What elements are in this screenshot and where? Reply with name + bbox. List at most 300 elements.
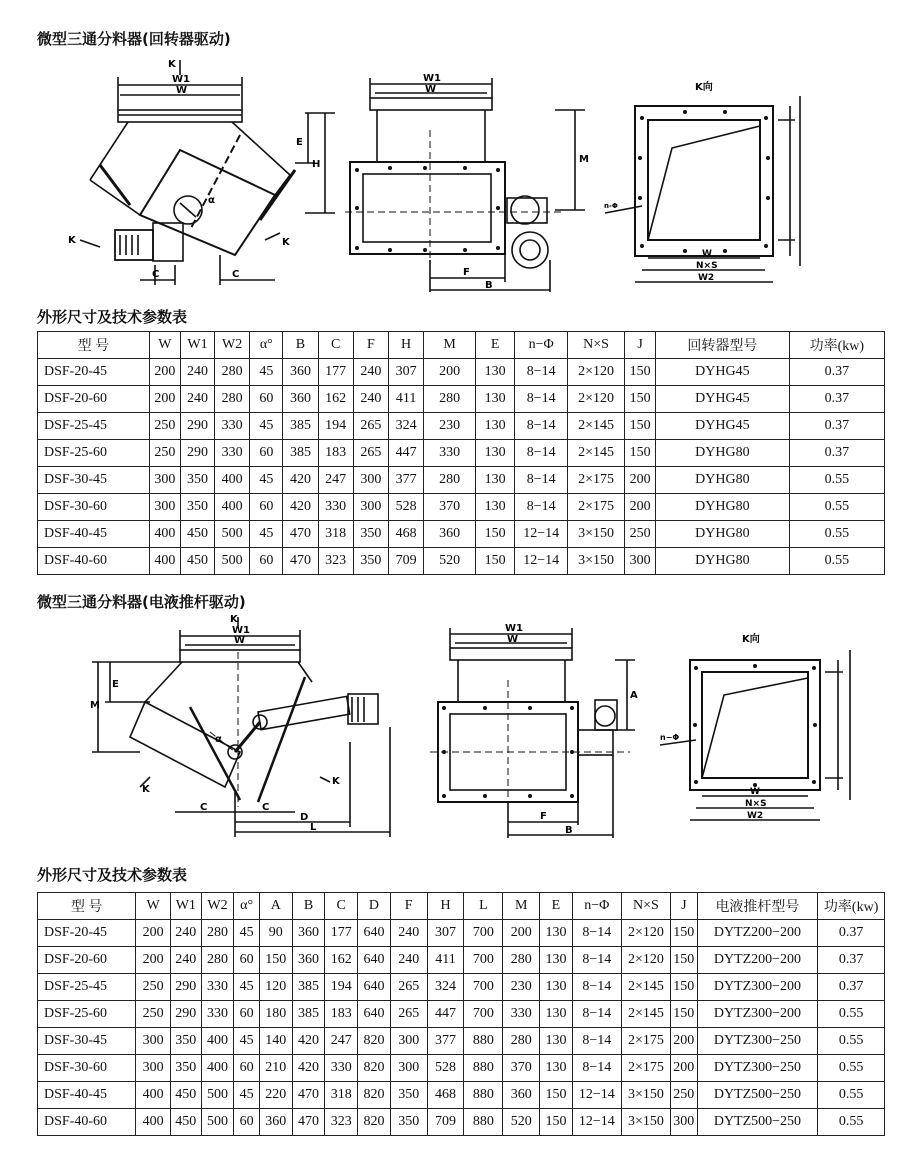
table-cell: 330 [201, 974, 234, 1001]
table-cell: 130 [540, 1055, 573, 1082]
table-cell: 350 [353, 521, 388, 548]
column-header: M [503, 893, 540, 920]
table-cell: 385 [283, 413, 318, 440]
table-cell: 709 [388, 548, 423, 575]
table-cell: 280 [215, 359, 250, 386]
f-label: F [540, 811, 547, 822]
table-cell: 280 [424, 467, 476, 494]
table-cell: 280 [424, 386, 476, 413]
table-cell: 150 [671, 974, 698, 1001]
rotary-spec-table [37, 331, 885, 575]
pushrod-front-view-drawing [430, 620, 660, 840]
table-cell: 200 [149, 359, 180, 386]
nxs-label: N×S [745, 799, 767, 809]
table-cell: 200 [424, 359, 476, 386]
rotary-front-view-drawing [345, 70, 595, 295]
table-cell: 400 [215, 467, 250, 494]
column-header: 电液推杆型号 [697, 893, 818, 920]
table-row [38, 386, 885, 413]
table-cell: 709 [427, 1109, 464, 1136]
table-cell: 330 [215, 440, 250, 467]
table-cell: 280 [201, 920, 234, 947]
table-cell: 210 [259, 1055, 292, 1082]
table-row [38, 1001, 885, 1028]
table-cell: 330 [503, 1001, 540, 1028]
table-cell: 400 [201, 1055, 234, 1082]
column-header: W [136, 893, 171, 920]
table-cell: DYTZ200−200 [697, 920, 818, 947]
alpha-label: α [208, 195, 215, 206]
table-cell: DYHG80 [656, 548, 790, 575]
table-cell: DSF-20-45 [38, 920, 136, 947]
table-cell: DSF-25-45 [38, 413, 150, 440]
table-cell: 240 [180, 359, 214, 386]
column-header: E [475, 332, 514, 359]
table-cell: 230 [503, 974, 540, 1001]
table-cell: 200 [625, 494, 656, 521]
table-cell: 2×175 [568, 467, 625, 494]
table-cell: 12−14 [515, 548, 568, 575]
table-cell: 45 [234, 1028, 260, 1055]
table-cell: 247 [318, 467, 353, 494]
table-cell: 385 [292, 974, 325, 1001]
column-header: H [427, 893, 464, 920]
b-label: B [565, 825, 573, 836]
table-cell: 528 [388, 494, 423, 521]
table-cell: 150 [475, 521, 514, 548]
table-cell: 200 [625, 467, 656, 494]
table-cell: 0.37 [818, 947, 885, 974]
column-header: C [325, 893, 358, 920]
table-cell: 0.37 [818, 920, 885, 947]
h-label: H [312, 159, 321, 170]
table-cell: 3×150 [621, 1082, 670, 1109]
w-label: W [750, 787, 760, 797]
table-cell: 45 [234, 920, 260, 947]
table-cell: 2×175 [621, 1028, 670, 1055]
table-cell: 468 [427, 1082, 464, 1109]
table-cell: 130 [475, 413, 514, 440]
table-row [38, 1109, 885, 1136]
pushrod-spec-table [37, 892, 885, 1136]
table-cell: 130 [540, 947, 573, 974]
table-cell: 150 [671, 920, 698, 947]
table-cell: DSF-30-60 [38, 1055, 136, 1082]
table-cell: 420 [292, 1028, 325, 1055]
table-cell: 400 [149, 521, 180, 548]
table-cell: 200 [136, 920, 171, 947]
table-cell: 45 [250, 413, 283, 440]
d-label: D [300, 812, 309, 823]
table-cell: DYHG80 [656, 440, 790, 467]
table-cell: 45 [250, 359, 283, 386]
table-cell: 45 [234, 974, 260, 1001]
table-cell: 250 [136, 974, 171, 1001]
table-cell: 250 [136, 1001, 171, 1028]
column-header: A [259, 893, 292, 920]
table-cell: 2×145 [568, 413, 625, 440]
table-row [38, 974, 885, 1001]
table-cell: 447 [427, 1001, 464, 1028]
table-cell: 300 [149, 467, 180, 494]
table-cell: 350 [180, 494, 214, 521]
table-cell: DYTZ300−200 [697, 1001, 818, 1028]
column-header: n−Φ [515, 332, 568, 359]
table-cell: 520 [503, 1109, 540, 1136]
table-cell: DSF-40-45 [38, 521, 150, 548]
table-cell: DYTZ300−250 [697, 1055, 818, 1082]
table-cell: 411 [427, 947, 464, 974]
table-cell: 700 [464, 974, 503, 1001]
table-cell: 0.55 [818, 1001, 885, 1028]
table-cell: 377 [388, 467, 423, 494]
table-cell: 500 [201, 1082, 234, 1109]
table-cell: DSF-25-60 [38, 440, 150, 467]
table-cell: 370 [424, 494, 476, 521]
table-cell: 400 [136, 1082, 171, 1109]
table-cell: 640 [358, 947, 391, 974]
c-label-right: C [232, 269, 240, 280]
e-label: E [112, 679, 119, 690]
table-cell: 280 [503, 947, 540, 974]
table-cell: DSF-40-60 [38, 1109, 136, 1136]
w1-label: W1 [423, 73, 441, 84]
table-cell: 300 [136, 1055, 171, 1082]
pushrod-k-view-drawing [660, 620, 875, 835]
k-label-top: K [230, 614, 238, 625]
table-cell: DYHG45 [656, 386, 790, 413]
table-cell: 0.55 [789, 494, 884, 521]
table-cell: 360 [283, 386, 318, 413]
table-cell: 60 [250, 494, 283, 521]
table-cell: 300 [390, 1028, 427, 1055]
b-label: B [485, 280, 493, 291]
table-cell: 0.37 [789, 386, 884, 413]
c-label-left: C [152, 269, 160, 280]
column-header: 型 号 [38, 332, 150, 359]
column-header: 功率(kw) [789, 332, 884, 359]
table-cell: 290 [170, 974, 201, 1001]
table-cell: 470 [292, 1109, 325, 1136]
table-cell: 8−14 [515, 359, 568, 386]
l-label: L [310, 822, 317, 833]
table-cell: DYTZ300−250 [697, 1028, 818, 1055]
table-cell: 820 [358, 1028, 391, 1055]
table-row [38, 494, 885, 521]
table-cell: 60 [234, 1001, 260, 1028]
table-cell: 468 [388, 521, 423, 548]
table-cell: DYTZ200−200 [697, 947, 818, 974]
table-cell: 240 [390, 947, 427, 974]
table-cell: 2×175 [568, 494, 625, 521]
table-cell: 2×120 [568, 359, 625, 386]
table-cell: 8−14 [572, 1055, 621, 1082]
column-header: N×S [621, 893, 670, 920]
table-cell: 700 [464, 920, 503, 947]
table-cell: 265 [390, 1001, 427, 1028]
table-cell: 700 [464, 947, 503, 974]
table-cell: 880 [464, 1028, 503, 1055]
column-header: α° [250, 332, 283, 359]
column-header: N×S [568, 332, 625, 359]
table-cell: 330 [318, 494, 353, 521]
table-cell: DSF-25-60 [38, 1001, 136, 1028]
section1-title: 微型三通分料器(回转器驱动) [37, 30, 231, 48]
table-cell: 450 [180, 521, 214, 548]
table-cell: 360 [503, 1082, 540, 1109]
table-cell: DSF-25-45 [38, 974, 136, 1001]
nphi-label: n−Φ [660, 733, 680, 742]
table-cell: 45 [250, 467, 283, 494]
rotary-k-view-drawing [600, 78, 820, 293]
table-cell: 411 [388, 386, 423, 413]
table-cell: 323 [325, 1109, 358, 1136]
table-cell: 290 [180, 440, 214, 467]
table-cell: DYHG80 [656, 494, 790, 521]
table-cell: 300 [625, 548, 656, 575]
table-cell: 183 [318, 440, 353, 467]
table-cell: DSF-40-45 [38, 1082, 136, 1109]
table-cell: DSF-30-45 [38, 467, 150, 494]
table-cell: 8−14 [515, 413, 568, 440]
column-header: F [390, 893, 427, 920]
column-header: H [388, 332, 423, 359]
table-cell: 447 [388, 440, 423, 467]
column-header: D [358, 893, 391, 920]
table-cell: 60 [234, 947, 260, 974]
table-cell: DSF-20-45 [38, 359, 150, 386]
table-cell: 250 [625, 521, 656, 548]
table-header-row [38, 332, 885, 359]
table-cell: 470 [283, 548, 318, 575]
table-row [38, 1028, 885, 1055]
table-cell: 140 [259, 1028, 292, 1055]
table-cell: 307 [388, 359, 423, 386]
nxs-label: N×S [696, 261, 718, 271]
table-cell: 150 [540, 1082, 573, 1109]
table-cell: 2×175 [621, 1055, 670, 1082]
table-cell: 220 [259, 1082, 292, 1109]
table-cell: 60 [250, 386, 283, 413]
c-label-left: C [200, 802, 208, 813]
table-cell: 240 [170, 920, 201, 947]
table-cell: DYTZ500−250 [697, 1082, 818, 1109]
m-label: M [90, 700, 100, 711]
table-cell: 307 [427, 920, 464, 947]
w-label: W [702, 249, 712, 259]
column-header: C [318, 332, 353, 359]
table-row [38, 440, 885, 467]
table-cell: 420 [292, 1055, 325, 1082]
table-cell: 8−14 [572, 947, 621, 974]
table-cell: 130 [475, 467, 514, 494]
column-header: B [283, 332, 318, 359]
table-cell: 60 [250, 440, 283, 467]
table-cell: 0.37 [789, 440, 884, 467]
table-cell: 300 [390, 1055, 427, 1082]
table-cell: 400 [149, 548, 180, 575]
table-cell: 150 [475, 548, 514, 575]
table-cell: 0.55 [789, 467, 884, 494]
table-cell: DYTZ300−200 [697, 974, 818, 1001]
table-cell: 240 [390, 920, 427, 947]
table-cell: 150 [625, 413, 656, 440]
table-cell: 8−14 [515, 386, 568, 413]
table-cell: 2×120 [568, 386, 625, 413]
table-cell: 290 [180, 413, 214, 440]
table-cell: 240 [170, 947, 201, 974]
w-label: W [176, 85, 188, 96]
table-cell: 194 [318, 413, 353, 440]
table-cell: DSF-30-45 [38, 1028, 136, 1055]
table-cell: 500 [201, 1109, 234, 1136]
k-view-label: K向 [695, 82, 713, 93]
column-header: 型 号 [38, 893, 136, 920]
table-cell: 280 [503, 1028, 540, 1055]
table-cell: 150 [625, 359, 656, 386]
table-cell: 240 [353, 386, 388, 413]
table-row [38, 548, 885, 575]
table-cell: 177 [325, 920, 358, 947]
column-header: J [671, 893, 698, 920]
table-cell: 0.37 [789, 413, 884, 440]
table-cell: 330 [215, 413, 250, 440]
table-cell: 120 [259, 974, 292, 1001]
table-cell: 640 [358, 920, 391, 947]
w2-label: W2 [698, 273, 715, 283]
table-cell: 470 [283, 521, 318, 548]
w1-label: W1 [172, 74, 190, 85]
table-cell: 8−14 [515, 467, 568, 494]
table-cell: 0.55 [818, 1082, 885, 1109]
table-cell: 150 [259, 947, 292, 974]
table-cell: 640 [358, 1001, 391, 1028]
c-label-right: C [262, 802, 270, 813]
table-cell: 820 [358, 1109, 391, 1136]
table-row [38, 359, 885, 386]
table-cell: 350 [170, 1055, 201, 1082]
table-cell: 90 [259, 920, 292, 947]
table-cell: 318 [325, 1082, 358, 1109]
column-header: 回转器型号 [656, 332, 790, 359]
section2-table-title: 外形尺寸及技术参数表 [37, 866, 188, 884]
m-label: M [579, 154, 589, 165]
table-cell: 400 [136, 1109, 171, 1136]
k-label-left: K [142, 784, 150, 795]
nphi-label: n-Φ [604, 202, 618, 210]
table-cell: 330 [325, 1055, 358, 1082]
table-cell: 247 [325, 1028, 358, 1055]
table-cell: 265 [390, 974, 427, 1001]
alpha-label: α [215, 734, 222, 745]
table-cell: 400 [201, 1028, 234, 1055]
table-cell: 300 [136, 1028, 171, 1055]
table-cell: 377 [427, 1028, 464, 1055]
table-cell: 820 [358, 1055, 391, 1082]
table-header-row [38, 893, 885, 920]
column-header: W2 [215, 332, 250, 359]
table-row [38, 521, 885, 548]
table-cell: 350 [180, 467, 214, 494]
table-cell: 420 [283, 494, 318, 521]
table-cell: 130 [475, 359, 514, 386]
column-header: W1 [170, 893, 201, 920]
table-cell: 300 [671, 1109, 698, 1136]
table-cell: 360 [259, 1109, 292, 1136]
table-cell: 45 [234, 1082, 260, 1109]
section2-title: 微型三通分料器(电液推杆驱动) [37, 593, 246, 611]
table-cell: 528 [427, 1055, 464, 1082]
w-label: W [425, 84, 437, 95]
table-cell: 820 [358, 1082, 391, 1109]
table-cell: 0.55 [818, 1055, 885, 1082]
table-cell: 200 [136, 947, 171, 974]
table-row [38, 1055, 885, 1082]
table-cell: 60 [234, 1109, 260, 1136]
table-row [38, 413, 885, 440]
a-label: A [630, 690, 638, 701]
table-cell: 130 [540, 974, 573, 1001]
table-cell: 12−14 [515, 521, 568, 548]
table-cell: 2×145 [621, 1001, 670, 1028]
table-cell: 150 [540, 1109, 573, 1136]
table-cell: 2×145 [621, 974, 670, 1001]
table-cell: 200 [671, 1055, 698, 1082]
table-cell: 324 [427, 974, 464, 1001]
table-cell: 880 [464, 1055, 503, 1082]
table-cell: 520 [424, 548, 476, 575]
table-cell: DSF-40-60 [38, 548, 150, 575]
table-cell: 330 [424, 440, 476, 467]
column-header: W1 [180, 332, 214, 359]
table-cell: 0.37 [789, 359, 884, 386]
table-cell: 350 [390, 1109, 427, 1136]
column-header: α° [234, 893, 260, 920]
table-cell: 130 [475, 494, 514, 521]
table-cell: 640 [358, 974, 391, 1001]
table-cell: 880 [464, 1109, 503, 1136]
table-cell: 470 [292, 1082, 325, 1109]
table-cell: 3×150 [621, 1109, 670, 1136]
column-header: M [424, 332, 476, 359]
rotary-side-view-drawing [60, 55, 350, 285]
table-cell: 8−14 [515, 494, 568, 521]
table-cell: 130 [475, 386, 514, 413]
table-cell: 370 [503, 1055, 540, 1082]
k-label-right: K [282, 237, 290, 248]
table-cell: 130 [540, 1028, 573, 1055]
table-cell: 0.55 [818, 1028, 885, 1055]
table-cell: DYHG80 [656, 521, 790, 548]
k-label-left: K [68, 235, 76, 246]
table-cell: 360 [292, 920, 325, 947]
table-cell: 0.55 [818, 1109, 885, 1136]
table-cell: 183 [325, 1001, 358, 1028]
table-cell: DSF-20-60 [38, 386, 150, 413]
table-cell: 8−14 [572, 1028, 621, 1055]
table-cell: 360 [424, 521, 476, 548]
table-cell: 200 [149, 386, 180, 413]
table-cell: DSF-20-60 [38, 947, 136, 974]
table-cell: 385 [292, 1001, 325, 1028]
table-cell: 350 [390, 1082, 427, 1109]
table-cell: 0.55 [789, 521, 884, 548]
section1-table-title: 外形尺寸及技术参数表 [37, 308, 188, 326]
table-cell: 2×120 [621, 920, 670, 947]
table-cell: 12−14 [572, 1082, 621, 1109]
column-header: W2 [201, 893, 234, 920]
table-cell: DYHG80 [656, 467, 790, 494]
